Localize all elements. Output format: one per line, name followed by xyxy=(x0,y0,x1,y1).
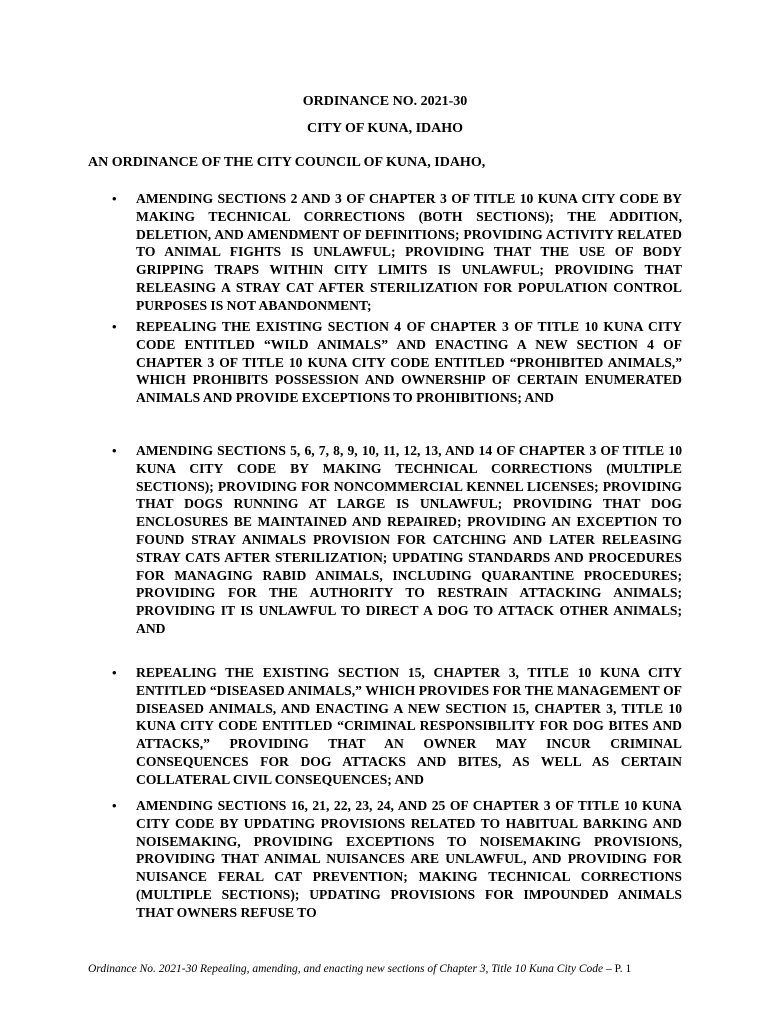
ordinance-intro: AN ORDINANCE OF THE CITY COUNCIL OF KUNA, IDAHO, xyxy=(88,155,486,170)
bullet-icon: • xyxy=(112,665,117,680)
list-item-text: AMENDING SECTIONS 5, 6, 7, 8, 9, 10, 11, 12, 13, AND 14 OF CHAPTER 3 OF TITLE 10 KUNA CITY CODE BY MAKING TECHNICAL CORRECTIONS (MULTIPLE SECTIONS); PROVIDING FOR NONCOMMERCIAL KENNEL LICENSES; PROVIDING THAT DOGS RUNNING AT LARGE IS UNLAWFUL; PROVIDING THAT DOG ENCLOSURES BE MAINTAINED AND REPAIRED; PROVIDING AN EXCEPTION TO FOUND STRAY ANIMALS PROVISION FOR CATCHING AND LATER RELEASING STRAY CATS AFTER STERILIZATION; UPDATING STANDARDS AND PROCEDURES FOR MANAGING RABID ANIMALS, INCLUDING QUARANTINE PROCEDURES; PROVIDING FOR THE AUTHORITY TO RESTRAIN ATTACKING ANIMALS; PROVIDING IT IS UNLAWFUL TO DIRECT A DOG TO ATTACK OTHER ANIMALS; AND xyxy=(136,443,682,636)
bullet-icon: • xyxy=(112,319,117,334)
page-footer xyxy=(88,963,631,975)
page-number: P. 1 xyxy=(614,963,632,975)
list-item-text: REPEALING THE EXISTING SECTION 15, CHAPTER 3, TITLE 10 KUNA CITY ENTITLED “DISEASED ANIMALS,” WHICH PROVIDES FOR THE MANAGEMENT OF DISEASED ANIMALS, AND ENACTING A NEW SECTION 15, CHAPTER 3, TITLE 10 KUNA CITY CODE ENTITLED “CRIMINAL RESPONSIBILITY FOR DOG BITES AND ATTACKS,” PROVIDING THAT AN OWNER MAY INCUR CRIMINAL CONSEQUENCES FOR DOG ATTACKS AND BITES, AS WELL AS CERTAIN COLLATERAL CIVIL CONSEQUENCES; AND xyxy=(136,665,682,787)
city-heading: CITY OF KUNA, IDAHO xyxy=(306,121,464,136)
bullet-icon: • xyxy=(112,798,117,813)
ordinance-number: ORDINANCE NO. 2021-30 xyxy=(302,94,468,109)
footer-text: Ordinance No. 2021-30 Repealing, amending, and enacting new sections of Chapter 3, Title 10 Kuna City Code – xyxy=(88,963,615,975)
bullet-icon: • xyxy=(112,443,117,458)
list-item-text: REPEALING THE EXISTING SECTION 4 OF CHAPTER 3 OF TITLE 10 KUNA CITY CODE ENTITLED “WILD ANIMALS” AND ENACTING A NEW SECTION 4 OF CHAPTER 3 OF TITLE 10 KUNA CITY CODE ENTITLED “PROHIBITED ANIMALS,” WHICH PROHIBITS POSSESSION AND OWNERSHIP OF CERTAIN ENUMERATED ANIMALS AND PROVIDE EXCEPTIONS TO PROHIBITIONS; AND xyxy=(136,319,682,406)
list-item-text: AMENDING SECTIONS 16, 21, 22, 23, 24, AND 25 OF CHAPTER 3 OF TITLE 10 KUNA CITY CODE BY UPDATING PROVISIONS RELATED TO HABITUAL BARKING AND NOISEMAKING, PROVIDING EXCEPTIONS TO NOISEMAKING PROVISIONS, PROVIDING THAT ANIMAL NUISANCES ARE UNLAWFUL, AND PROVIDING FOR NUISANCE FERAL CAT PREVENTION; MAKING TECHNICAL CORRECTIONS (MULTIPLE SECTIONS); UPDATING PROVISIONS FOR IMPOUNDED ANIMALS THAT OWNERS REFUSE TO xyxy=(136,798,682,920)
list-item-text: AMENDING SECTIONS 2 AND 3 OF CHAPTER 3 OF TITLE 10 KUNA CITY CODE BY MAKING TECHNICAL CORRECTIONS (BOTH SECTIONS); THE ADDITION, DELETION, AND AMENDMENT OF DEFINITIONS; PROVIDING ACTIVITY RELATED TO ANIMAL FIGHTS IS UNLAWFUL; PROVIDING THAT THE USE OF BODY GRIPPING TRAPS WITHIN CITY LIMITS IS UNLAWFUL; PROVIDING THAT RELEASING A STRAY CAT AFTER STERILIZATION FOR POPULATION CONTROL PURPOSES IS NOT ABANDONMENT; xyxy=(136,191,682,313)
bullet-icon: • xyxy=(112,191,117,206)
